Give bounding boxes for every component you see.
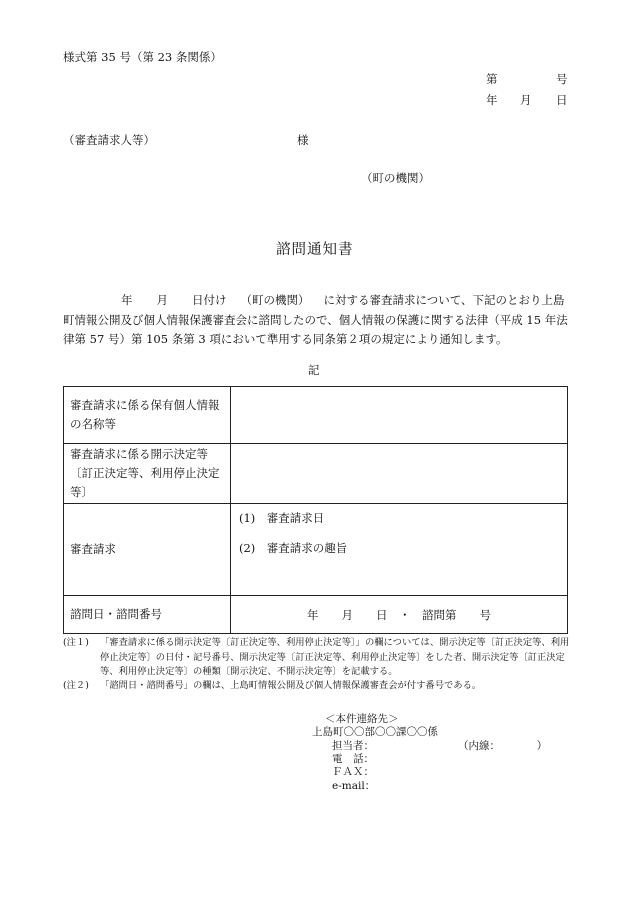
body-day-dated: 日付け (192, 293, 227, 307)
ki-heading: 記 (308, 363, 320, 377)
note2-label: (注２) (63, 680, 89, 691)
document-title: 諮問通知書 (276, 242, 354, 258)
note1-label: (注１) (63, 637, 89, 648)
contact-heading: ＜本件連絡先＞ (325, 713, 399, 725)
contact-dept: 上島町〇〇部〇〇課〇〇係 (312, 726, 438, 738)
row3-label: 審査請求 (64, 504, 231, 596)
row4-value: 年 月 日 ・ 諮問第 号 (231, 596, 568, 634)
document-number-suffix: 号 (556, 72, 568, 86)
contact-phone: 電 話： (332, 753, 374, 765)
row3-item2: (2) 審査請求の趣旨 (239, 541, 348, 555)
body-text: に対する審査請求について、下記のとおり上島町情報公開及び個人情報保護審査会に諮問したので、個人情報の保護に関する法律（平成 15 年法律第 57 号）第 105 条第 3 項において準用する同条第２項の規定により通知します。 (63, 293, 568, 346)
row4-label: 諮問日・諮問番号 (64, 596, 231, 634)
body-month: 月 (156, 293, 168, 307)
table-row (64, 444, 568, 504)
contact-person: 担当者： (332, 740, 374, 752)
contact-email: e-mail： (332, 780, 376, 792)
row3-value (231, 504, 568, 596)
note2-text: 「諮問日・諮問番号」の欄は、上島町情報公開及び個人情報保護審査会が付す番号である。 (100, 680, 482, 691)
addressee-honorific: 様 (297, 133, 309, 147)
table-row (64, 596, 568, 634)
date-year: 年 (486, 93, 498, 107)
sender-name: （町の機関） (361, 171, 430, 185)
addressee-name: （審査請求人等） (63, 133, 155, 147)
table-row (64, 387, 568, 444)
body-paragraph (63, 291, 568, 350)
date-month: 月 (520, 93, 532, 107)
row1-label: 審査請求に係る保有個人情報の名称等 (64, 387, 231, 444)
row2-label: 審査請求に係る開示決定等〔訂正決定等、利用停止決定等〕 (64, 444, 231, 504)
contact-extension: （内線： ） (458, 740, 548, 752)
row3-item1: (1) 審査請求日 (239, 511, 325, 525)
contact-fax: ＦＡＸ： (332, 766, 374, 778)
date-day: 日 (556, 93, 568, 107)
table-row (64, 504, 568, 596)
note1-text: 「審査請求に係る開示決定等〔訂正決定等、利用停止決定等〕」の欄については、開示決定等〔訂正決定等、利用停止決定等〕の日付・記号番号、開示決定等〔訂正決定等、利用停止決定等〕をした者、開示決定等〔訂正決定等、利用停止決定等〕の種類〔開示決定、不開示決定等〕を記載する。 (100, 637, 570, 677)
body-agency: （町の機関） (240, 293, 310, 307)
document-number-prefix: 第 (486, 72, 498, 86)
row1-value (231, 387, 568, 444)
body-year: 年 (121, 293, 133, 307)
form-number: 様式第 35 号（第 23 条関係） (63, 50, 222, 64)
form-table (63, 386, 568, 634)
row2-value (231, 444, 568, 504)
